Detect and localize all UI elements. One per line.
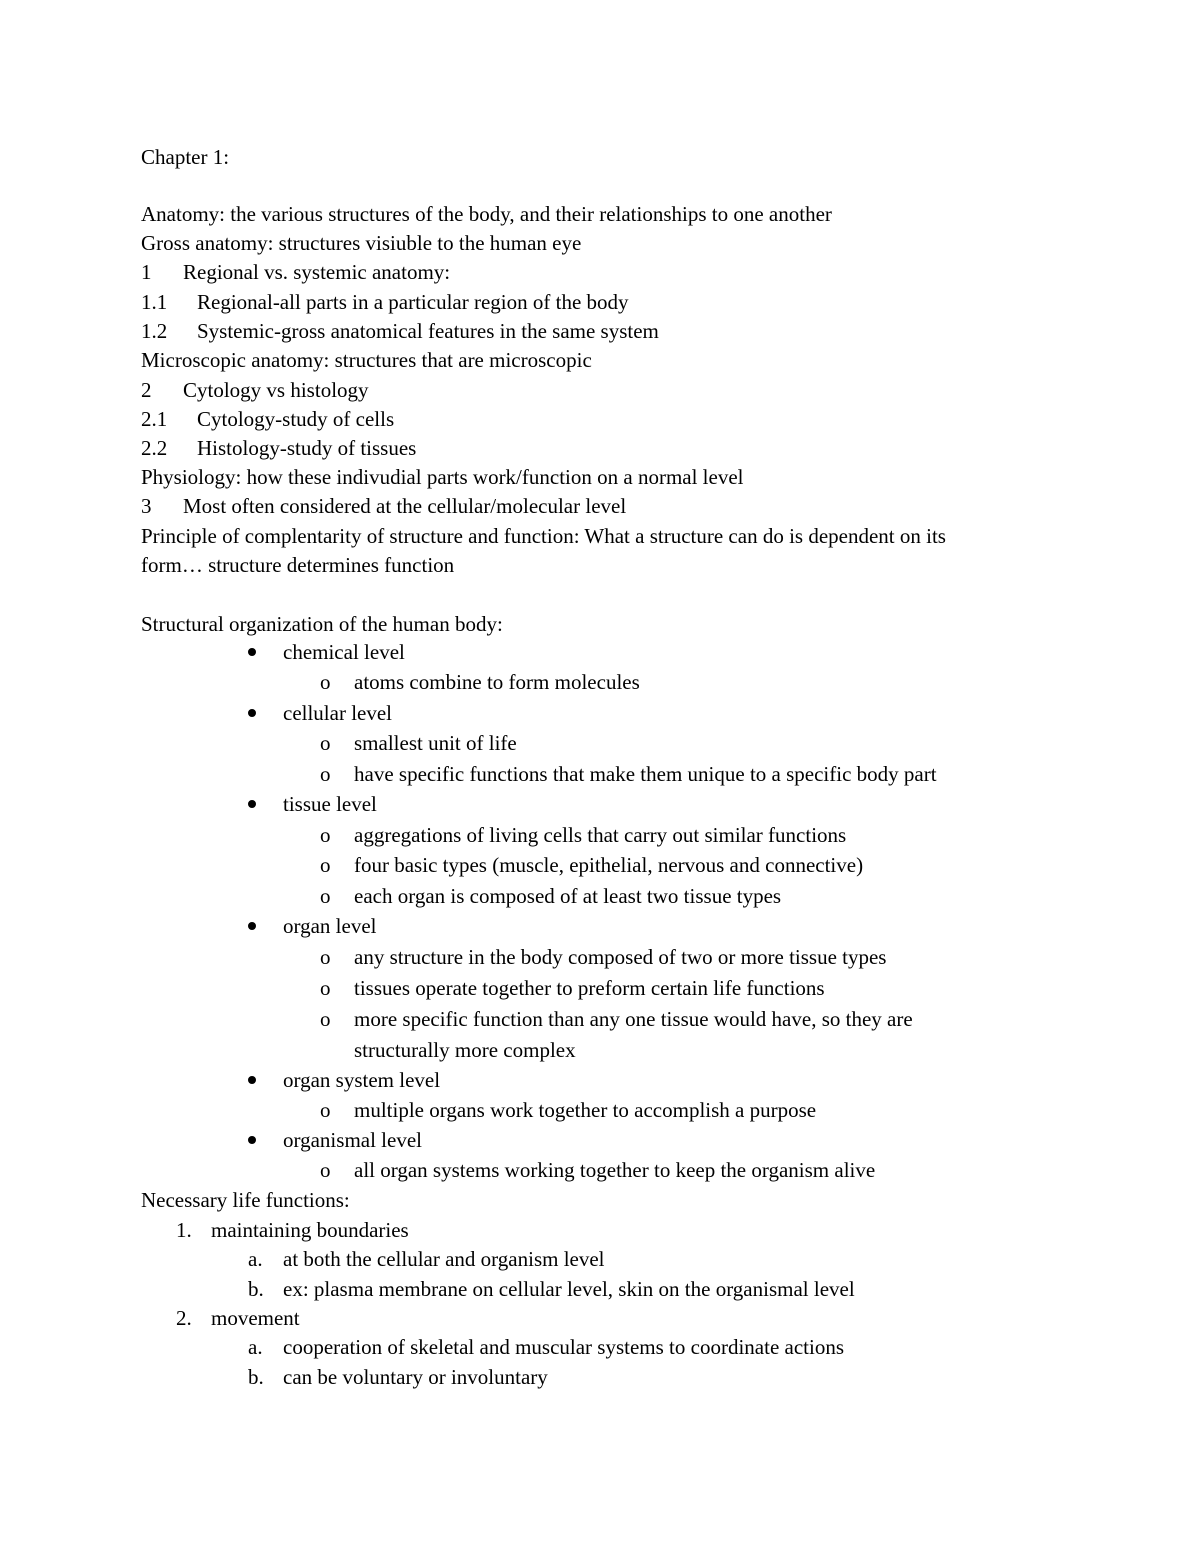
level-item: have specific functions that make them unique to a specific body part — [354, 762, 937, 786]
item-text: Regional vs. systemic anatomy: — [183, 260, 451, 284]
item-text: Systemic-gross anatomical features in the same system — [197, 319, 659, 343]
principle-line-1: Principle of complentarity of structure and function: What a structure can do is dependent on its — [141, 524, 946, 548]
circle-bullet-icon: o — [320, 1098, 331, 1122]
anatomy-definition: Anatomy: the various structures of the body, and their relationships to one another — [141, 202, 832, 226]
level-label: cellular level — [283, 701, 393, 725]
level-label: organ system level — [283, 1068, 441, 1092]
circle-bullet-icon: o — [320, 823, 331, 847]
principle-line-2: form… structure determines function — [141, 553, 455, 577]
level-label: tissue level — [283, 792, 377, 816]
item-number: 2 — [141, 378, 152, 402]
numbered-item-1 — [141, 258, 450, 287]
circle-bullet-icon: o — [320, 884, 331, 908]
circle-bullet-icon: o — [320, 762, 331, 786]
list-marker: b. — [248, 1277, 264, 1301]
microscopic-anatomy-definition: Microscopic anatomy: structures that are microscopic — [141, 348, 592, 372]
gross-anatomy-definition: Gross anatomy: structures visiuble to the human eye — [141, 231, 582, 255]
level-item: four basic types (muscle, epithelial, nervous and connective) — [354, 853, 864, 877]
function-detail: at both the cellular and organism level — [283, 1247, 605, 1271]
function-detail: cooperation of skeletal and muscular systems to coordinate actions — [283, 1335, 845, 1359]
level-item: tissues operate together to preform certain life functions — [354, 976, 825, 1000]
function-detail: can be voluntary or involuntary — [283, 1365, 548, 1389]
bullet-icon — [248, 709, 256, 717]
bullet-icon — [248, 800, 256, 808]
level-item: multiple organs work together to accomplish a purpose — [354, 1098, 817, 1122]
level-item: more specific function than any one tissue would have, so they are — [354, 1007, 913, 1031]
numbered-item-2 — [141, 376, 369, 405]
circle-bullet-icon: o — [320, 1007, 331, 1031]
numbered-item-1-1 — [141, 288, 629, 317]
level-label: organ level — [283, 914, 377, 938]
function-label: maintaining boundaries — [211, 1218, 409, 1242]
physiology-definition: Physiology: how these indivudial parts work/function on a normal level — [141, 465, 744, 489]
item-number: 1.1 — [141, 290, 168, 314]
level-item: each organ is composed of at least two tissue types — [354, 884, 782, 908]
circle-bullet-icon: o — [320, 976, 331, 1000]
bullet-icon — [248, 1076, 256, 1084]
list-marker: a. — [248, 1247, 263, 1271]
necessary-functions-title: Necessary life functions: — [141, 1188, 350, 1212]
item-text: Histology-study of tissues — [197, 436, 417, 460]
level-item: aggregations of living cells that carry out similar functions — [354, 823, 847, 847]
item-text: Cytology-study of cells — [197, 407, 395, 431]
level-label: organismal level — [283, 1128, 422, 1152]
list-marker: 1. — [176, 1218, 192, 1242]
structural-organization-title: Structural organization of the human body: — [141, 612, 503, 636]
item-number: 1 — [141, 260, 152, 284]
level-item: all organ systems working together to keep the organism alive — [354, 1158, 876, 1182]
numbered-item-2-1 — [141, 405, 394, 434]
function-label: movement — [211, 1306, 300, 1330]
level-item-continuation: structurally more complex — [354, 1038, 576, 1062]
list-marker: a. — [248, 1335, 263, 1359]
circle-bullet-icon: o — [320, 670, 331, 694]
function-detail: ex: plasma membrane on cellular level, skin on the organismal level — [283, 1277, 855, 1301]
numbered-item-1-2 — [141, 317, 659, 346]
level-item: any structure in the body composed of two or more tissue types — [354, 945, 887, 969]
item-text: Most often considered at the cellular/molecular level — [183, 494, 627, 518]
bullet-icon — [248, 922, 256, 930]
numbered-item-2-2 — [141, 434, 416, 463]
chapter-heading: Chapter 1: — [141, 145, 230, 169]
numbered-item-3 — [141, 492, 626, 521]
circle-bullet-icon: o — [320, 945, 331, 969]
item-text: Regional-all parts in a particular region of the body — [197, 290, 629, 314]
level-item: smallest unit of life — [354, 731, 517, 755]
item-number: 1.2 — [141, 319, 168, 343]
circle-bullet-icon: o — [320, 1158, 331, 1182]
list-marker: b. — [248, 1365, 264, 1389]
bullet-icon — [248, 1136, 256, 1144]
circle-bullet-icon: o — [320, 731, 331, 755]
level-item: atoms combine to form molecules — [354, 670, 640, 694]
level-label: chemical level — [283, 640, 405, 664]
item-number: 2.1 — [141, 407, 168, 431]
item-number: 2.2 — [141, 436, 168, 460]
item-number: 3 — [141, 494, 152, 518]
circle-bullet-icon: o — [320, 853, 331, 877]
list-marker: 2. — [176, 1306, 192, 1330]
item-text: Cytology vs histology — [183, 378, 369, 402]
bullet-icon — [248, 648, 256, 656]
